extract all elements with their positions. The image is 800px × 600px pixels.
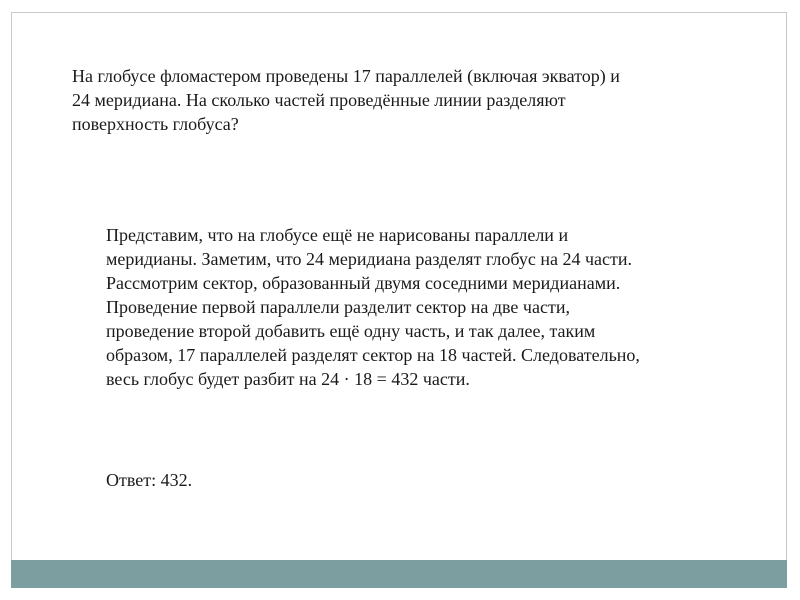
- solution-line: меридианы. Заметим, что 24 меридиана разделят глобус на 24 части.: [106, 249, 633, 269]
- problem-statement: [72, 64, 712, 136]
- solution-line: Представим, что на глобусе ещё не нарисованы параллели и: [106, 225, 569, 245]
- bottom-decorative-band: [11, 560, 787, 588]
- solution-line: проведение второй добавить ещё одну часть, и так далее, таким: [106, 321, 596, 341]
- problem-line: На глобусе фломастером проведены 17 параллелей (включая экватор) и: [72, 66, 620, 86]
- problem-line: поверхность глобуса?: [72, 114, 239, 134]
- solution-line: Проведение первой параллели разделит сектор на две части,: [106, 297, 570, 317]
- problem-line: 24 меридиана. На сколько частей проведённые линии разделяют: [72, 90, 566, 110]
- solution-line: весь глобус будет разбит на 24 · 18 = 432 части.: [106, 369, 470, 389]
- solution-line: образом, 17 параллелей разделят сектор на 18 частей. Следовательно,: [106, 345, 640, 365]
- solution-line: Рассмотрим сектор, образованный двумя соседними меридианами.: [106, 273, 621, 293]
- answer-text: Ответ: 432.: [106, 470, 193, 490]
- solution-text: [106, 223, 726, 391]
